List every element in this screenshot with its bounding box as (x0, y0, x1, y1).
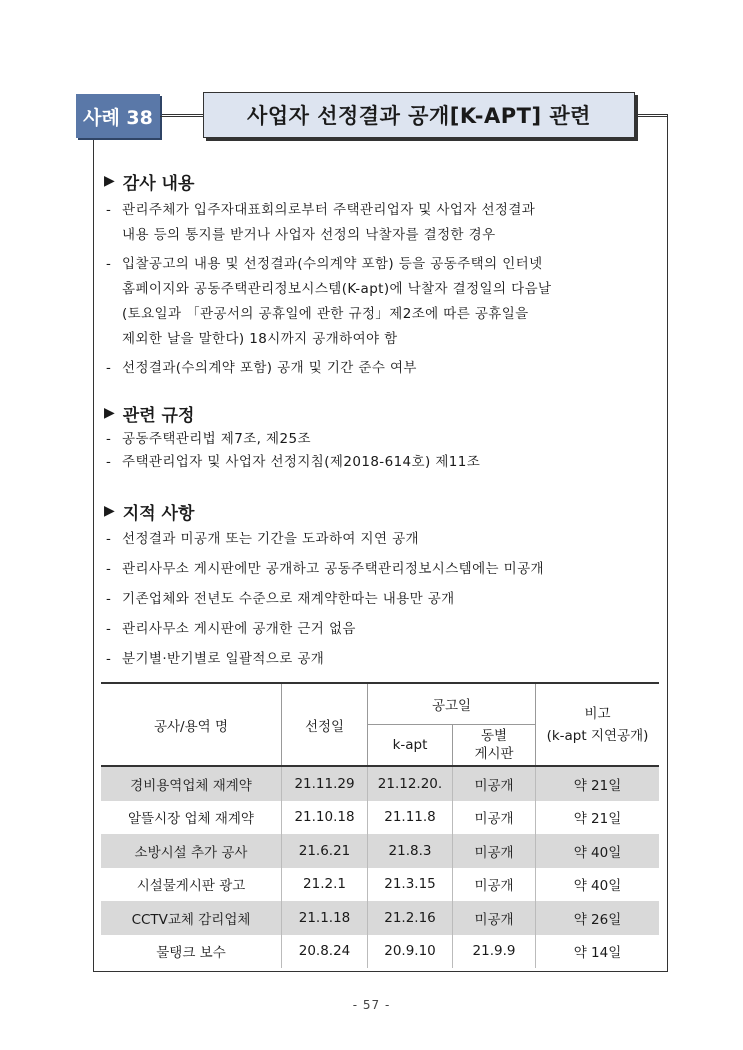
rules-section (104, 400, 660, 474)
table-row (101, 801, 659, 835)
cell-name: 소방시설 추가 공사 (101, 834, 282, 868)
findings-section (104, 498, 660, 674)
cell-kapt: 21.12.20. (368, 766, 453, 801)
cell-selected: 21.11.29 (282, 766, 368, 801)
header-announce: 공고일 (368, 683, 536, 725)
header-selected: 선정일 (282, 683, 368, 766)
cell-kapt: 21.3.15 (368, 868, 453, 902)
cell-selected: 21.2.1 (282, 868, 368, 902)
audit-item: - 선정결과(수의계약 포함) 공개 및 기간 준수 여부 (106, 360, 417, 376)
case-badge: 사례 38 (76, 94, 160, 138)
title-connector-right (638, 116, 668, 117)
table-row (101, 766, 659, 801)
table-row (101, 868, 659, 902)
page-title: 사업자 선정결과 공개[K-APT] 관련 (203, 92, 635, 138)
triangle-bullet-icon: ▶ (104, 503, 115, 519)
page-number: - 57 - (352, 998, 391, 1012)
header-kapt: k-apt (368, 725, 453, 767)
cell-board: 미공개 (453, 868, 536, 902)
triangle-bullet-icon: ▶ (104, 173, 115, 189)
findings-heading-text: 지적 사항 (122, 503, 195, 524)
cell-selected: 21.10.18 (282, 801, 368, 835)
selection-table (101, 682, 659, 968)
finding-item: - 분기별·반기별로 일괄적으로 공개 (106, 651, 325, 667)
cell-board: 미공개 (453, 901, 536, 935)
cell-note: 약 40일 (536, 868, 660, 902)
cell-board: 미공개 (453, 801, 536, 835)
rule-item: - 주택관리업자 및 사업자 선정지침(제2018-614호) 제11조 (106, 454, 481, 470)
audit-section (104, 168, 660, 381)
finding-item: - 기존업체와 전년도 수준으로 재계약한따는 내용만 공개 (106, 591, 455, 607)
cell-note: 약 26일 (536, 901, 660, 935)
table-body (101, 766, 659, 968)
rules-heading-text: 관련 규정 (122, 405, 195, 426)
rule-item: - 공동주택관리법 제7조, 제25조 (106, 431, 311, 447)
audit-item: - 입찰공고의 내용 및 선정결과(수의계약 포함) 등을 공동주택의 인터넷 홈페이지와 공동주택관리정보시스템(K-apt)에 낙찰자 결정일의 다음날 (토요일과 「관공서의 공휴일에 관한 규정」제2조에 따른 공휴일을 제외한 날을 말한다) 18시까지 공개하여야 함 (106, 256, 552, 347)
finding-item: - 관리사무소 게시판에만 공개하고 공동주택관리정보시스템에는 미공개 (106, 561, 544, 577)
findings-heading (104, 498, 660, 524)
finding-item: - 선정결과 미공개 또는 기간을 도과하여 지연 공개 (106, 531, 419, 547)
cell-note: 약 14일 (536, 935, 660, 969)
cell-kapt: 21.11.8 (368, 801, 453, 835)
cell-note: 약 21일 (536, 801, 660, 835)
table-row (101, 901, 659, 935)
audit-items (104, 198, 660, 381)
finding-item: - 관리사무소 게시판에 공개한 근거 없음 (106, 621, 356, 637)
cell-name: 시설물게시판 광고 (136, 878, 246, 895)
header-note: 비고 (k-apt 지연공개) (536, 683, 660, 766)
cell-note: 약 21일 (536, 766, 660, 801)
header-name: 공사/용역 명 (101, 683, 282, 766)
cell-kapt: 20.9.10 (368, 935, 453, 969)
table-row (101, 935, 659, 969)
audit-item: - 관리주체가 입주자대표회의로부터 주택관리업자 및 사업자 선정결과 내용 등의 통지를 받거나 사업자 선정의 낙찰자를 결정한 경우 (106, 202, 536, 243)
title-connector-left (160, 116, 203, 117)
triangle-bullet-icon: ▶ (104, 405, 115, 421)
audit-heading-text: 감사 내용 (122, 173, 195, 194)
cell-board: 미공개 (453, 834, 536, 868)
header-board: 동별 게시판 (453, 725, 536, 767)
cell-kapt: 21.8.3 (368, 834, 453, 868)
table-row (101, 834, 659, 868)
cell-board: 미공개 (453, 766, 536, 801)
cell-note: 약 40일 (536, 834, 660, 868)
cell-selected: 20.8.24 (282, 935, 368, 969)
cell-board: 21.9.9 (453, 935, 536, 969)
audit-heading (104, 168, 660, 194)
cell-selected: 21.6.21 (282, 834, 368, 868)
cell-name: CCTV교체 감리업체 (101, 901, 282, 935)
cell-name: 경비용역업체 재계약 (101, 766, 282, 801)
cell-selected: 21.1.18 (282, 901, 368, 935)
cell-name: 알뜰시장 업체 재계약 (128, 811, 254, 828)
cell-kapt: 21.2.16 (368, 901, 453, 935)
cell-name: 물탱크 보수 (156, 945, 226, 962)
rules-heading (104, 400, 660, 426)
